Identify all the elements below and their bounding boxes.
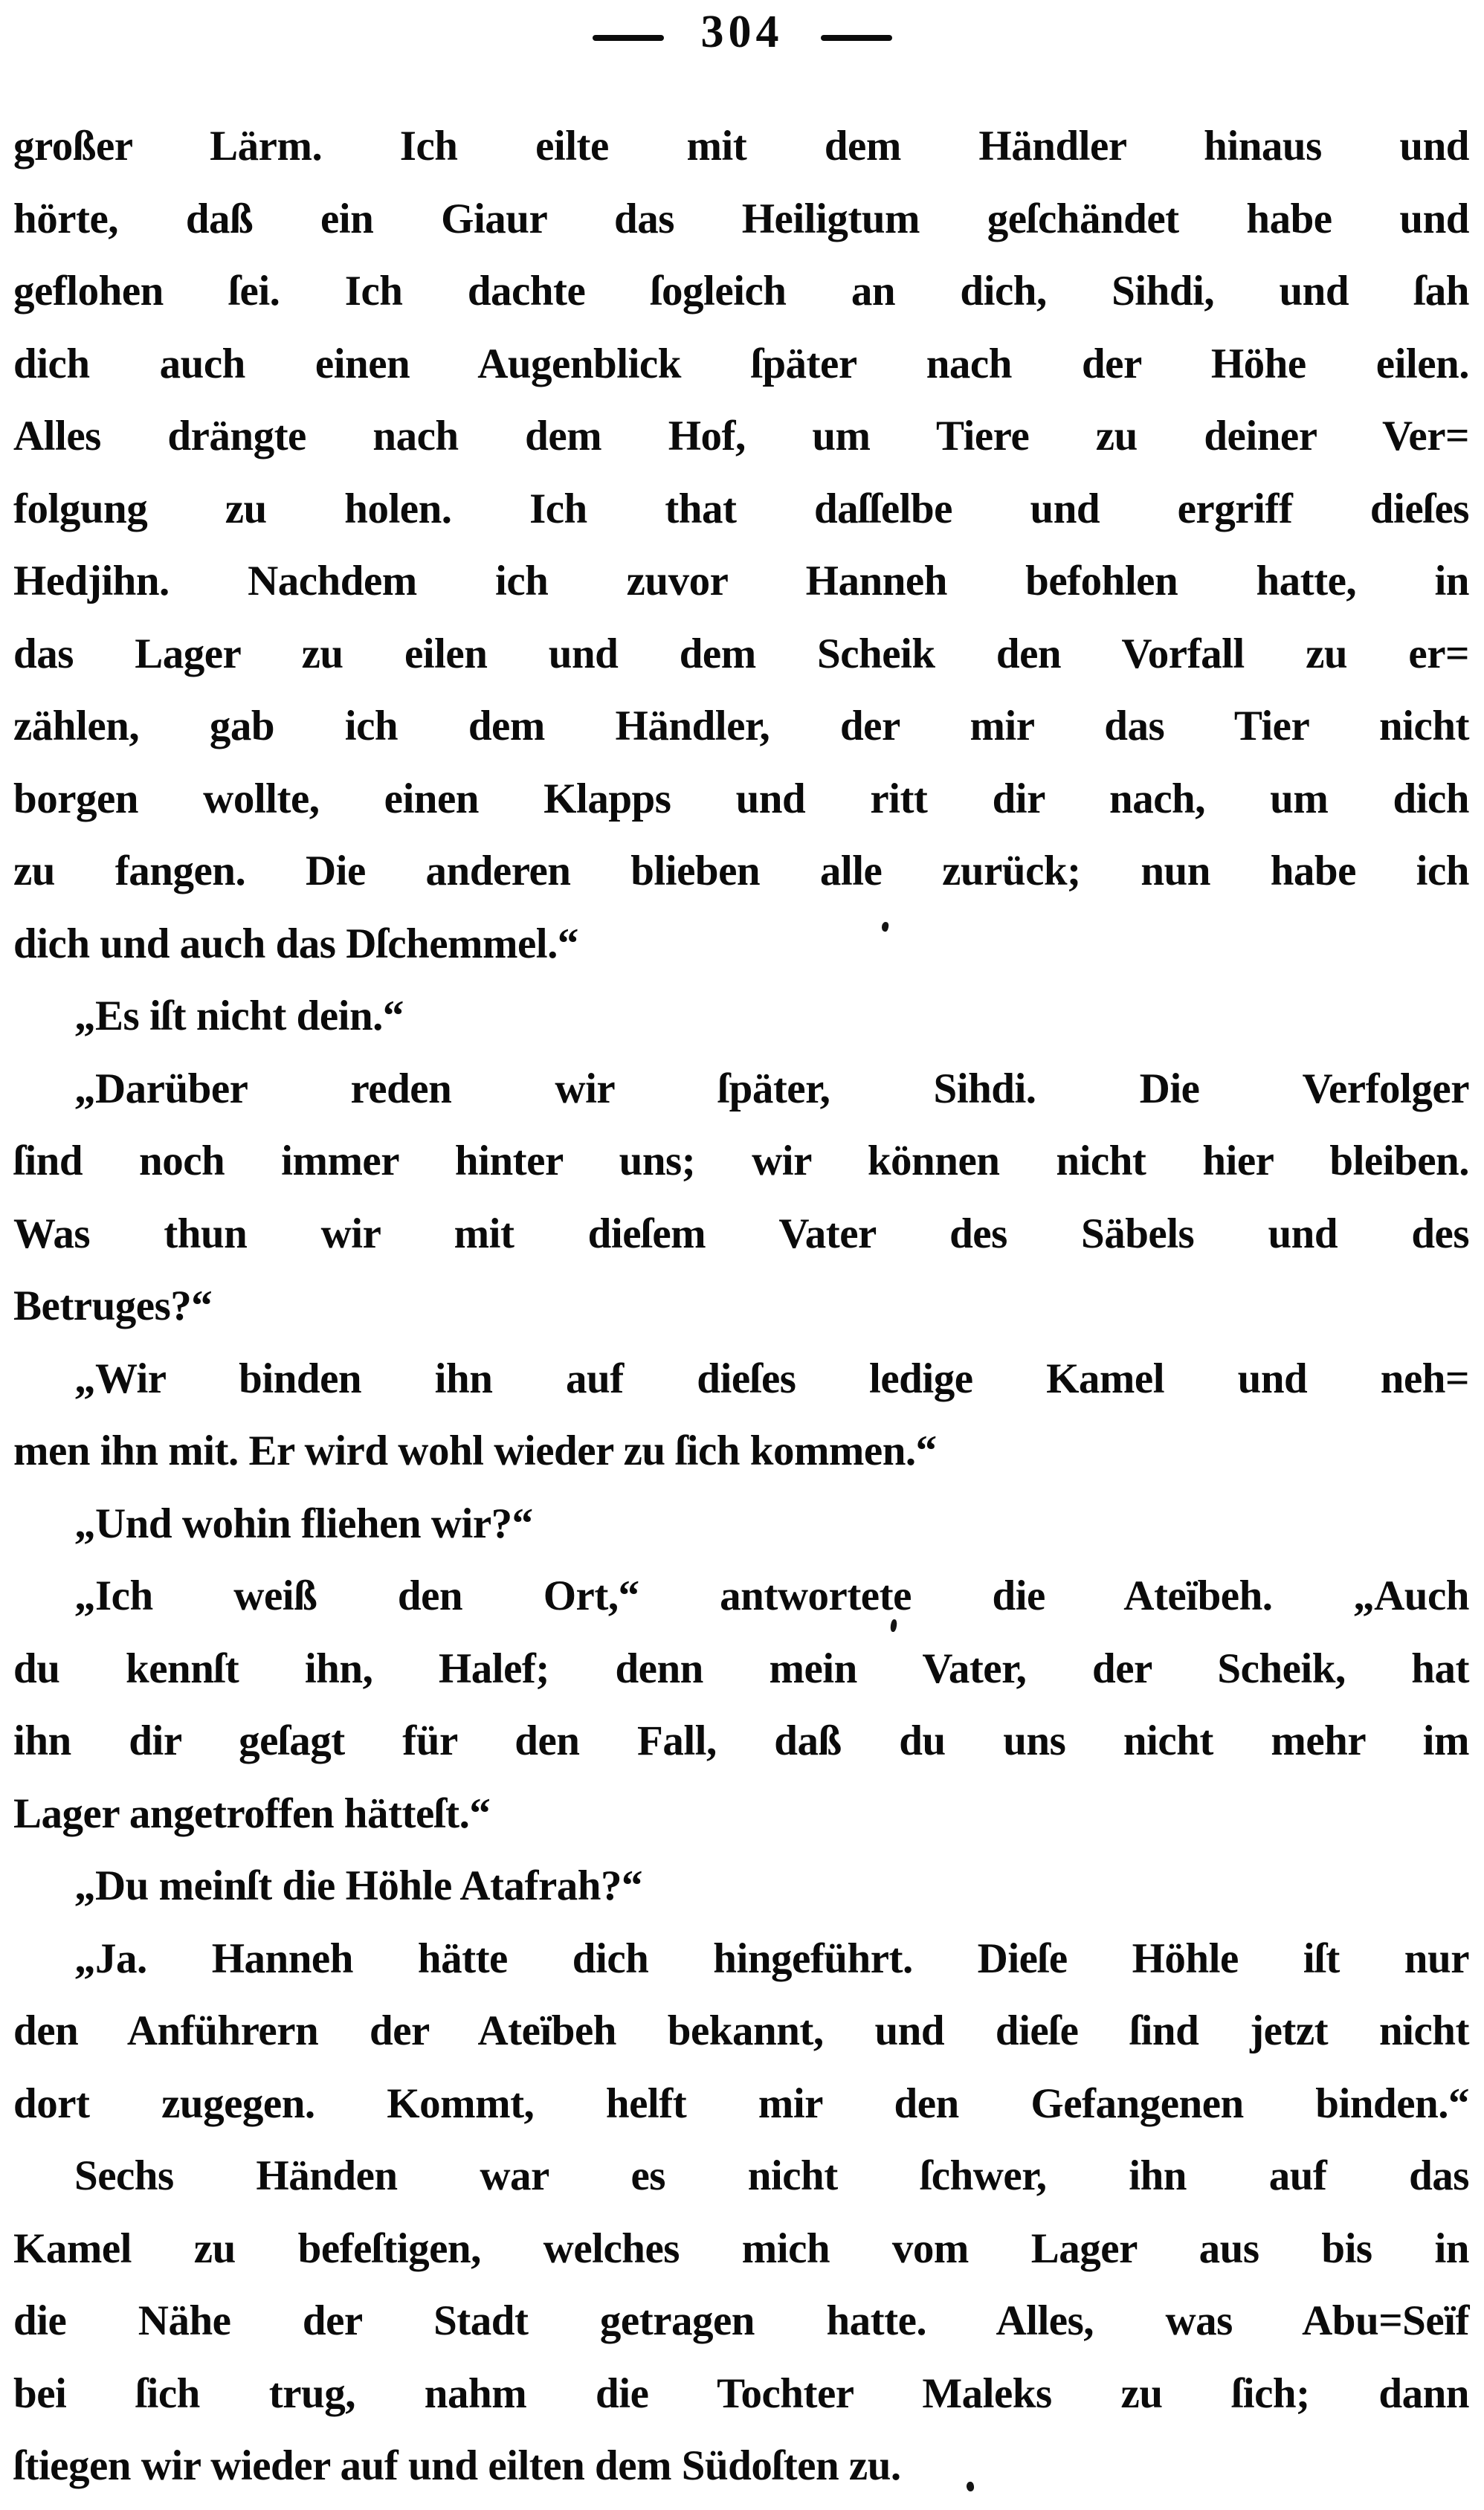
text-line: Hedjihn. Nachdem ich zuvor Hanneh befohlen hatte, in [13, 558, 1469, 604]
text-line: „Ja. Hanneh hätte dich hingeführt. Dieſe Höhle iſt nur [74, 1935, 1469, 1982]
text-line: „Darüber reden wir ſpäter, Sihdi. Die Verfolger [74, 1065, 1469, 1112]
text-line: geflohen ſei. Ich dachte ſogleich an dich, Sihdi, und ſah [13, 268, 1469, 314]
text-line: Alles drängte nach dem Hof, um Tiere zu deiner Ver= [13, 413, 1469, 459]
text-line: bei ſich trug, nahm die Tochter Maleks zu ſich; dann [13, 2369, 1469, 2417]
text-block [13, 110, 1469, 2503]
text-line: „Wir binden ihn auf dieſes ledige Kamel und neh= [74, 1355, 1469, 1402]
text-line: men ihn mit. Er wird wohl wieder zu ſich kommen.“ [13, 1427, 937, 1474]
text-line: ihn dir geſagt für den Fall, daß du uns nicht mehr im [13, 1717, 1469, 1764]
text-line: dort zugegen. Kommt, helft mir den Gefangenen binden.“ [13, 2080, 1469, 2127]
text-line: „Du meinſt die Höhle Atafrah?“ [74, 1862, 642, 1909]
text-line: ſtiegen wir wieder auf und eilten dem Südoſten zu. [13, 2442, 901, 2489]
text-line: ſind noch immer hinter uns; wir können nicht hier bleiben. [13, 1138, 1469, 1184]
page-number: 304 [700, 7, 784, 57]
text-line: dich auch einen Augenblick ſpäter nach der Höhe eilen. [13, 340, 1469, 387]
header-dash-left-icon [593, 35, 664, 41]
text-line: borgen wollte, einen Klapps und ritt dir nach, um dich [13, 775, 1469, 822]
text-line: zählen, gab ich dem Händler, der mir das Tier nicht [13, 703, 1469, 749]
text-line: zu fangen. Die anderen blieben alle zurück; nun habe ich [13, 848, 1469, 894]
text-line: die Nähe der Stadt getragen hatte. Alles, was Abu=Seïf [13, 2297, 1469, 2344]
header-dash-right-icon [821, 35, 892, 41]
text-line: folgung zu holen. Ich that daſſelbe und ergriff dieſes [13, 485, 1469, 532]
text-line: dich und auch das Dſchemmel.“ [13, 920, 578, 967]
text-line: das Lager zu eilen und dem Scheik den Vorfall zu er= [13, 630, 1469, 677]
text-line: „Ich weiß den Ort,“ antwortete die Ateïbeh. „Auch [74, 1572, 1469, 1619]
text-line: großer Lärm. Ich eilte mit dem Händler hinaus und [13, 123, 1469, 170]
text-line: Sechs Händen war es nicht ſchwer, ihn auf das [74, 2152, 1469, 2199]
text-line: den Anführern der Ateïbeh bekannt, und dieſe ſind jetzt nicht [13, 2007, 1469, 2054]
text-line: Lager angetroffen hätteſt.“ [13, 1790, 491, 1837]
text-line: „Es iſt nicht dein.“ [74, 993, 404, 1039]
text-line: Betruges?“ [13, 1283, 213, 1329]
text-line: Was thun wir mit dieſem Vater des Säbels und des [13, 1210, 1469, 1257]
text-line: „Und wohin fliehen wir?“ [74, 1500, 533, 1547]
text-line: Kamel zu befeſtigen, welches mich vom Lager aus bis in [13, 2225, 1469, 2272]
text-line: du kennſt ihn, Halef; denn mein Vater, der Scheik, hat [13, 1645, 1469, 1692]
page-header [0, 3, 1484, 61]
text-line: hörte, daß ein Giaur das Heiligtum geſchändet habe und [13, 195, 1469, 242]
